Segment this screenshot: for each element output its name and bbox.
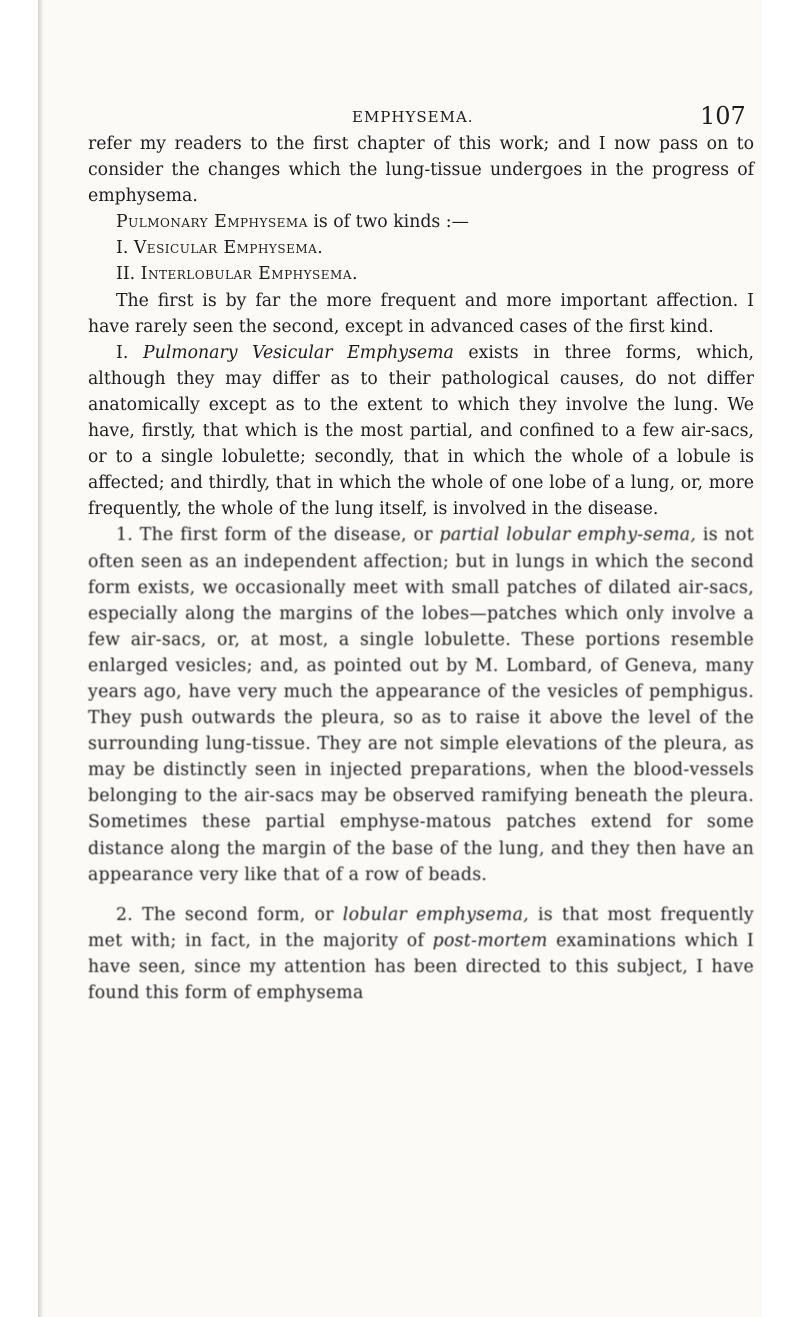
paragraph: Pulmonary Emphysema is of two kinds :— bbox=[116, 212, 469, 233]
page-edge-shadow bbox=[38, 0, 44, 1317]
paragraph: 2. The second form, or lobular emphysema, is that most frequently met with; in fact, in the majority of post-mortem examinations which I have seen, since my attention has been directed to this subject, I have found this form of emphysema bbox=[88, 904, 754, 1003]
list-item: II. Interlobular Emphysema. bbox=[116, 264, 358, 285]
paragraph: refer my readers to the first chapter of this work; and I now pass on to consider the changes which the lung-tissue undergoes in the progress of emphysema. bbox=[88, 134, 754, 207]
body-text bbox=[88, 131, 754, 1006]
page-number: 107 bbox=[700, 102, 746, 130]
paragraph: I. Pulmonary Vesicular Emphysema exists in three forms, which, although they may differ as to their pathological causes, do not differ anatomically except as to the extent to which they involve the lung. We have, firstly, that which is the most partial, and confined to a few air-sacs, or to a single lobulette; secondly, that in which the whole of a lobule is affected; and thirdly, that in which the whole of one lobe of a lung, or, more frequently, the whole of the lung itself, is involved in the disease. bbox=[88, 342, 754, 520]
paragraph: The first is by far the more frequent and more important affection. I have rarely seen the second, except in advanced cases of the first kind. bbox=[88, 290, 754, 337]
gap bbox=[88, 888, 754, 902]
page-header bbox=[0, 102, 762, 132]
paragraph: 1. The first form of the disease, or partial lobular emphy-sema, is not often seen as an independent affection; but in lungs in which the second form exists, we occasionally meet with small patches of dilated air-sacs, especially along the margins of the lobes—patches which only involve a few air-sacs, or, at most, a single lobulette. These portions resemble enlarged vesicles; and, as pointed out by M. Lombard, of Geneva, many years ago, have very much the appearance of the vesicles of pemphigus. They push outwards the pleura, so as to raise it above the level of the surrounding lung-tissue. They are not simple elevations of the pleura, as may be distinctly seen in injected preparations, when the blood-vessels belonging to the air-sacs may be observed ramifying beneath the pleura. Sometimes these partial emphyse-matous patches extend for some distance along the margin of the base of the lung, and they then have an appearance very like that of a row of beads. bbox=[88, 525, 754, 885]
running-title: EMPHYSEMA. bbox=[352, 108, 474, 126]
list-item: I. Vesicular Emphysema. bbox=[116, 238, 324, 259]
section-title: Pulmonary Vesicular Emphysema bbox=[142, 342, 454, 363]
section-lead: Pulmonary Emphysema bbox=[116, 212, 308, 233]
